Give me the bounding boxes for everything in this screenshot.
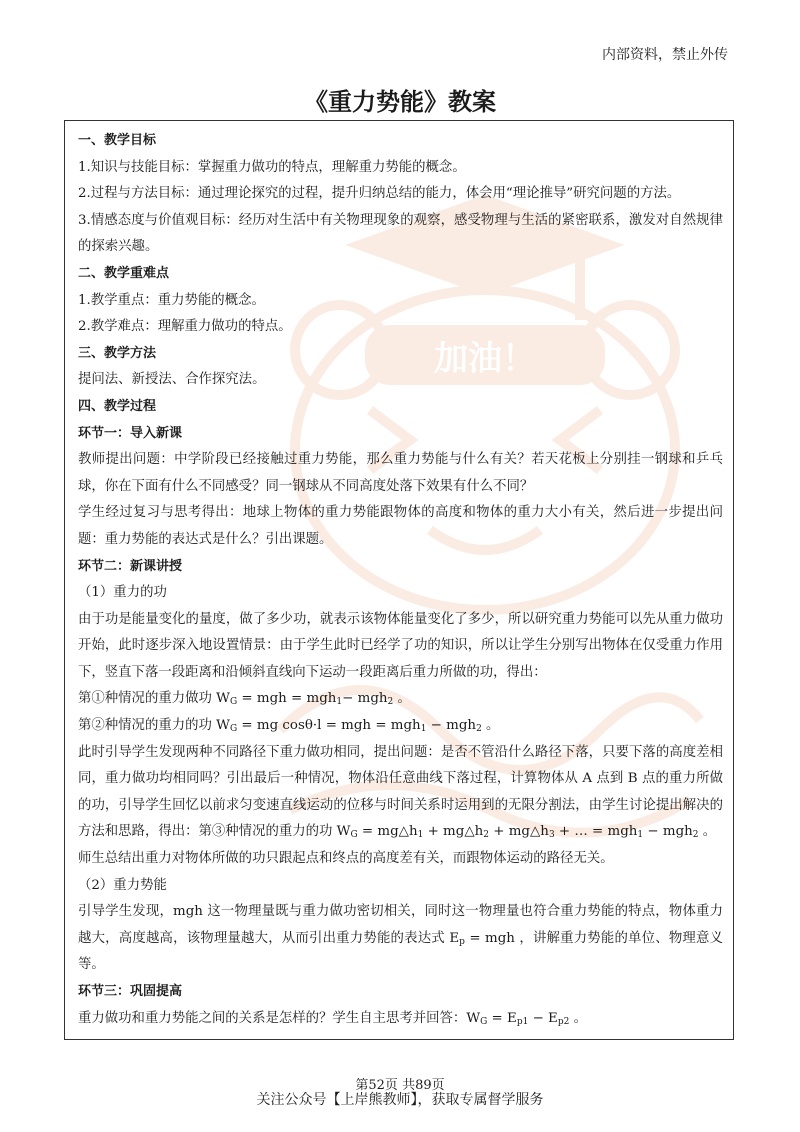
goal-3: 3.情感态度与价值观目标：经历对生活中有关物理现象的观察，感受物理与生活的紧密联系，激发对自然规律的探索兴趣。 <box>78 212 723 255</box>
step2-paragraph-1: 由于功是能量变化的量度，做了多少功，就表示该物体能量变化了多少，所以研究重力势能可以先从重力做功开始，此时逐步深入地设置情景：由于学生此时已经学了功的知识，所以让学生分别写出物体在仅受重力作用下，竖直下落一段距离和沿倾斜直线向下运动一段距离后重力所做的功，得出： <box>78 611 723 680</box>
subsection-gravity-work: （1）重力的功 <box>78 585 167 601</box>
methods-text: 提问法、新授法、合作探究法。 <box>78 372 266 388</box>
step2-paragraph-3: 师生总结出重力对物体所做的功只跟起点和终点的高度差有关，而跟物体运动的路径无关。 <box>78 851 614 867</box>
footer-call-to-action: 关注公众号【上岸熊教师】，获取专属督学服务 <box>256 1092 544 1108</box>
section-methods-heading: 三、教学方法 <box>78 345 157 361</box>
case-1-formula: 第①种情况的重力做功 $W_G$ = mgh = mgh$_1$− mgh$_2$ 。 <box>78 691 411 708</box>
keypoint-2: 2.教学难点：理解重力做功的特点。 <box>78 319 292 335</box>
step1-paragraph-1: 教师提出问题：中学阶段已经接触过重力势能，那么重力势能与什么有关？若天花板上分别挂一钢球和乒乓球，你在下面有什么不同感受？同一钢球从不同高度处落下效果有什么不同？ <box>78 452 723 494</box>
case-2-formula: 第②种情况的重力的功 $W_G$ = mg cosθ·l = mgh = mgh$_1$ − mgh$_2$ 。 <box>78 718 500 735</box>
keypoint-1: 1.教学重点：重力势能的概念。 <box>78 292 265 308</box>
page-title: 《重力势能》教案 <box>304 88 496 116</box>
section-keypoints-heading: 二、教学重难点 <box>78 265 170 281</box>
step1-heading: 环节一：导入新课 <box>78 425 183 441</box>
watermark-text: 加油！ <box>434 339 536 379</box>
confidential-note: 内部资料，禁止外传 <box>602 47 728 63</box>
step2-heading: 环节二：新课讲授 <box>78 558 183 574</box>
section-process-heading: 四、教学过程 <box>78 398 157 414</box>
goal-2: 2.过程与方法目标：通过理论探究的过程，提升归纳总结的能力，体会用“理论推导”研究问题的方法。 <box>78 186 681 202</box>
subsection-potential-energy: （2）重力势能 <box>78 877 167 893</box>
page-number: 第52页 共89页 <box>355 1078 445 1093</box>
section-goals-heading: 一、教学目标 <box>78 133 157 148</box>
step2-paragraph-4: 引导学生发现，mgh 这一物理量既与重力做功密切相关，同时这一物理量也符合重力势能的特点，物体重力越大，高度越高，该物理量越大，从而引出重力势能的表达式 $E_p$ = mgh ，讲解重力势能的单位、物理意义等。 <box>78 904 723 973</box>
step2-paragraph-2: 此时引导学生发现两种不同路径下重力做功相同，提出问题：是否不管沿什么路径下落，只要下落的高度差相同，重力做功均相同吗？引出最后一种情况，物体沿任意曲线下落过程，计算物体从 A 点到 B 点的重力所做的功，引导学生回忆以前求匀变速直线运动的位移与时间关系时运用到的无限分割法，由学生讨论提出解决的方法和思路，得出：第③种情况的重力的功 $W_G$ = $mg\triangle h_1$ + $mg\triangle h_2$ + $mg\triangle h_3$ + … = mgh$_1$ − mgh$_2$ 。 <box>78 744 723 841</box>
lesson-plan-body <box>78 128 723 1032</box>
goal-1: 1.知识与技能目标：掌握重力做功的特点，理解重力势能的概念。 <box>78 159 466 175</box>
step3-paragraph-1: 重力做功和重力势能之间的关系是怎样的？学生自主思考并回答：$W_G = E_{p1} - E_{p2}$ 。 <box>78 1010 587 1027</box>
step3-heading: 环节三：巩固提高 <box>78 984 183 999</box>
step1-paragraph-2: 学生经过复习与思考得出：地球上物体的重力势能跟物体的高度和物体的重力大小有关，然后进一步提出问题：重力势能的表达式是什么？引出课题。 <box>78 505 723 547</box>
